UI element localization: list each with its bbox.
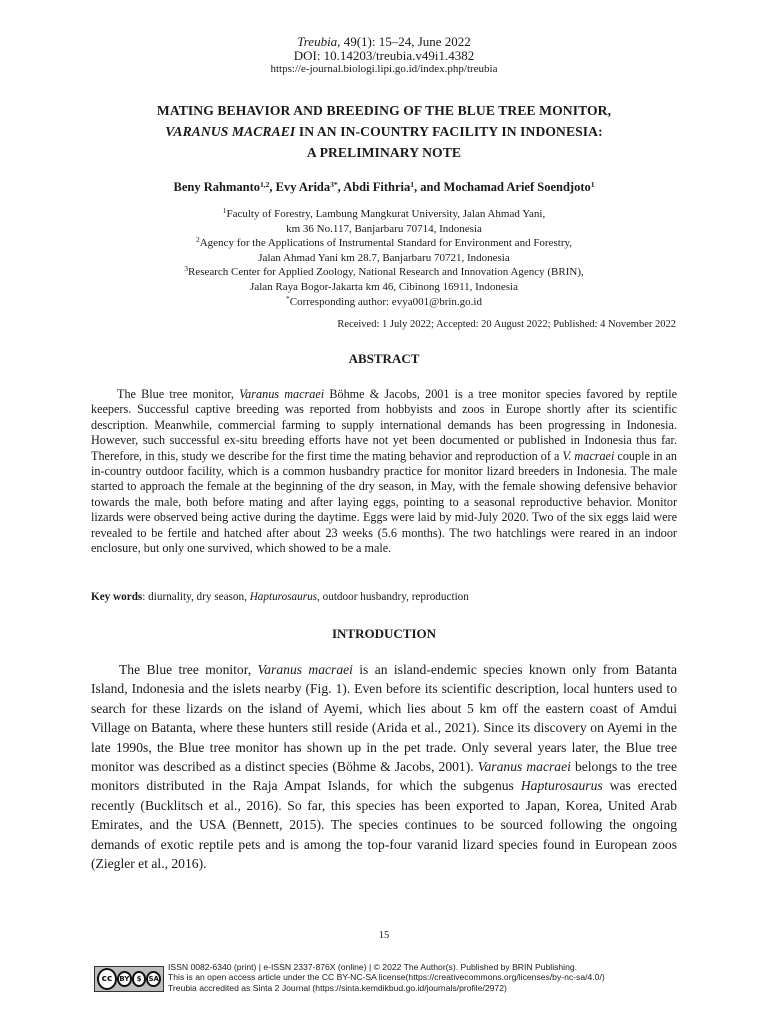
abstract-species: Varanus macraei bbox=[239, 387, 325, 401]
affiliation-line bbox=[100, 265, 668, 280]
affiliation-line bbox=[100, 236, 668, 251]
author bbox=[343, 180, 443, 194]
abstract-body bbox=[91, 387, 677, 556]
title-species: VARANUS MACRAEI bbox=[165, 124, 296, 139]
doi: DOI: 10.14203/treubia.v49i1.4382 bbox=[293, 48, 475, 63]
intro-species: Varanus macraei bbox=[257, 662, 353, 677]
footer-license[interactable]: This is an open access article under the CC BY-NC-SA license(https://creativecommons.org/licenses/by-nc-sa/4.0/) bbox=[168, 972, 605, 983]
publication-dates: Received: 1 July 2022; Accepted: 20 August 2022; Published: 4 November 2022 bbox=[337, 319, 676, 330]
intro-text: was erected recently (Bucklitsch et al., 2016). So far, this species has been exported to Japan, Korea, United Arab Emirates, and the USA (Bennett, 2015). The species continues to be sourced following the ongoing demands of exotic reptile pets and is among the top-four varanid lizard species found in European zoos (Ziegler et al., 2016). bbox=[91, 778, 677, 872]
affiliation-text: km 36 No.117, Banjarbaru 70714, Indonesia bbox=[286, 222, 482, 235]
author-affil-mark: 1 bbox=[410, 180, 414, 189]
intro-text: The Blue tree monitor, bbox=[119, 662, 258, 677]
keywords-label: Key words bbox=[91, 591, 143, 603]
journal-issue: 49(1): 15–24, June 2022 bbox=[340, 34, 471, 49]
title-line-3: A PRELIMINARY NOTE bbox=[306, 145, 462, 160]
corresponding-author bbox=[100, 295, 668, 310]
affiliation-mark: 1 bbox=[222, 206, 227, 215]
affiliation-text: Research Center for Applied Zoology, National Research and Innovation Agency (BRIN), bbox=[187, 266, 584, 279]
keywords-text: : diurnality, dry season, bbox=[142, 591, 250, 603]
abstract-heading: ABSTRACT bbox=[348, 351, 420, 366]
sa-icon: SA bbox=[146, 971, 161, 987]
author bbox=[444, 180, 595, 194]
author-affil-mark: 1,2 bbox=[259, 180, 270, 189]
author-separator: , and bbox=[413, 180, 444, 194]
abstract-text: The Blue tree monitor, bbox=[117, 387, 240, 401]
affiliation-line bbox=[100, 251, 668, 266]
abstract-text: couple in an in-country outdoor facility, which is a common husbandry practice for monitor lizard breeders in Indonesia. The male started to approach the female at the beginning of the dry season, in May, with the female showing defensive behavior towards the male, both before mating and after laying eggs, pointing to a seasonal reproductive behavior. Monitor lizards were observed being active during the daytime. Eggs were laid by mid-July 2020. Two of the six eggs laid were revealed to be fertile and hatched after about 23 weeks (5.6 months). The two hatchlings were reared in an indoor enclosure, but only one survived, which showed to be a male. bbox=[91, 448, 677, 556]
journal-url[interactable]: https://e-journal.biologi.lipi.go.id/index.php/treubia bbox=[270, 63, 498, 75]
by-icon: BY bbox=[117, 971, 132, 987]
keywords bbox=[91, 591, 677, 603]
introduction-body bbox=[91, 660, 677, 873]
keywords-italic: Hapturosaurus bbox=[249, 591, 318, 603]
author-affil-mark: 3* bbox=[330, 180, 338, 189]
keywords-text: , outdoor husbandry, reproduction bbox=[317, 591, 469, 603]
title-line-2-rest: IN AN IN-COUNTRY FACILITY IN INDONESIA: bbox=[295, 124, 603, 139]
author-list bbox=[60, 180, 708, 195]
affiliations bbox=[100, 207, 668, 309]
author-name: Beny Rahmanto bbox=[173, 180, 260, 194]
footer-text bbox=[168, 962, 694, 993]
paper-title bbox=[60, 100, 708, 163]
title-line-1: MATING BEHAVIOR AND BREEDING OF THE BLUE TREE MONITOR, bbox=[156, 103, 612, 118]
affiliation-text: Corresponding author: evya001@brin.go.id bbox=[289, 295, 482, 308]
author-name: Mochamad Arief Soendjoto bbox=[443, 180, 591, 194]
author-name: Evy Arida bbox=[275, 180, 331, 194]
affiliation-mark: 3 bbox=[184, 264, 188, 274]
affiliation-mark: 2 bbox=[195, 235, 200, 245]
page-number: 15 bbox=[378, 930, 390, 941]
introduction-heading: INTRODUCTION bbox=[331, 626, 436, 641]
footer-issn: ISSN 0082-6340 (print) | e-ISSN 2337-876X (online) | © 2022 The Author(s). Published by BRIN Publishing. bbox=[168, 962, 578, 972]
affiliation-text: Jalan Raya Bogor-Jakarta km 46, Cibinong 16911, Indonesia bbox=[250, 280, 518, 293]
intro-subgenus: Hapturosaurus bbox=[520, 778, 603, 794]
abstract-text: Böhme & Jacobs, 2001 is a tree monitor species favored by reptile keepers. Successful captive breeding was reported from hobbyists and zoos in Europe shortly after its scientific description. Meanwhile, commercial farming to supply international demands has been progressing in Indonesia. However, such successful ex-situ breeding efforts have not yet been documented or published in Indonesia thus far. Therefore, in this, study we describe for the first time the mating behavior and reproduction of a bbox=[91, 387, 677, 463]
footer-accreditation[interactable]: Treubia accredited as Sinta 2 Journal (https://sinta.kemdikbud.go.id/journals/profile/2972) bbox=[168, 982, 507, 993]
title-line-2 bbox=[60, 121, 708, 142]
affiliation-mark: * bbox=[286, 293, 290, 303]
author-affil-mark: 1 bbox=[590, 180, 595, 189]
author-separator: , bbox=[269, 180, 276, 194]
cc-license-badge[interactable] bbox=[94, 966, 164, 992]
affiliation-line bbox=[100, 207, 668, 222]
intro-text: belongs to the tree monitors distributed in the Raja Ampat Islands, for which the subgenus bbox=[91, 759, 677, 794]
affiliation-text: Agency for the Applications of Instrumental Standard for Environment and Forestry, bbox=[199, 237, 573, 250]
abstract-species: V. macraei bbox=[562, 448, 615, 463]
intro-species: Varanus macraei bbox=[477, 759, 571, 775]
affiliation-text: Jalan Ahmad Yani km 28.7, Banjarbaru 70721, Indonesia bbox=[258, 251, 510, 264]
author bbox=[276, 180, 344, 194]
intro-text: is an island-endemic species known only from Batanta Island, Indonesia and the islets nearby (Fig. 1). Even before its scientific description, local hunters used to search for these lizards on the island of Ayemi, which lies about 5 km off the eastern coast of Amdui Village on Batanta, where these hunters still reside (Arida et al., 2021). Since its discovery on Ayemi in the late 1990s, the Blue tree monitor has shown up in the pet trade. Only several years later, the Blue tree monitor was described as a distinct species (Böhme & Jacobs, 2001). bbox=[91, 662, 678, 775]
page-footer bbox=[94, 962, 694, 998]
affiliation-line bbox=[100, 222, 668, 237]
nc-icon: $ bbox=[132, 971, 147, 987]
cc-icon: cc bbox=[97, 968, 117, 990]
affiliation-line bbox=[100, 280, 668, 295]
author-name: Abdi Fithria bbox=[343, 180, 411, 194]
journal-name: Treubia, bbox=[297, 34, 341, 49]
affiliation-text: Faculty of Forestry, Lambung Mangkurat University, Jalan Ahmad Yani, bbox=[226, 208, 546, 220]
author bbox=[174, 180, 276, 194]
author-separator: , bbox=[337, 180, 344, 194]
